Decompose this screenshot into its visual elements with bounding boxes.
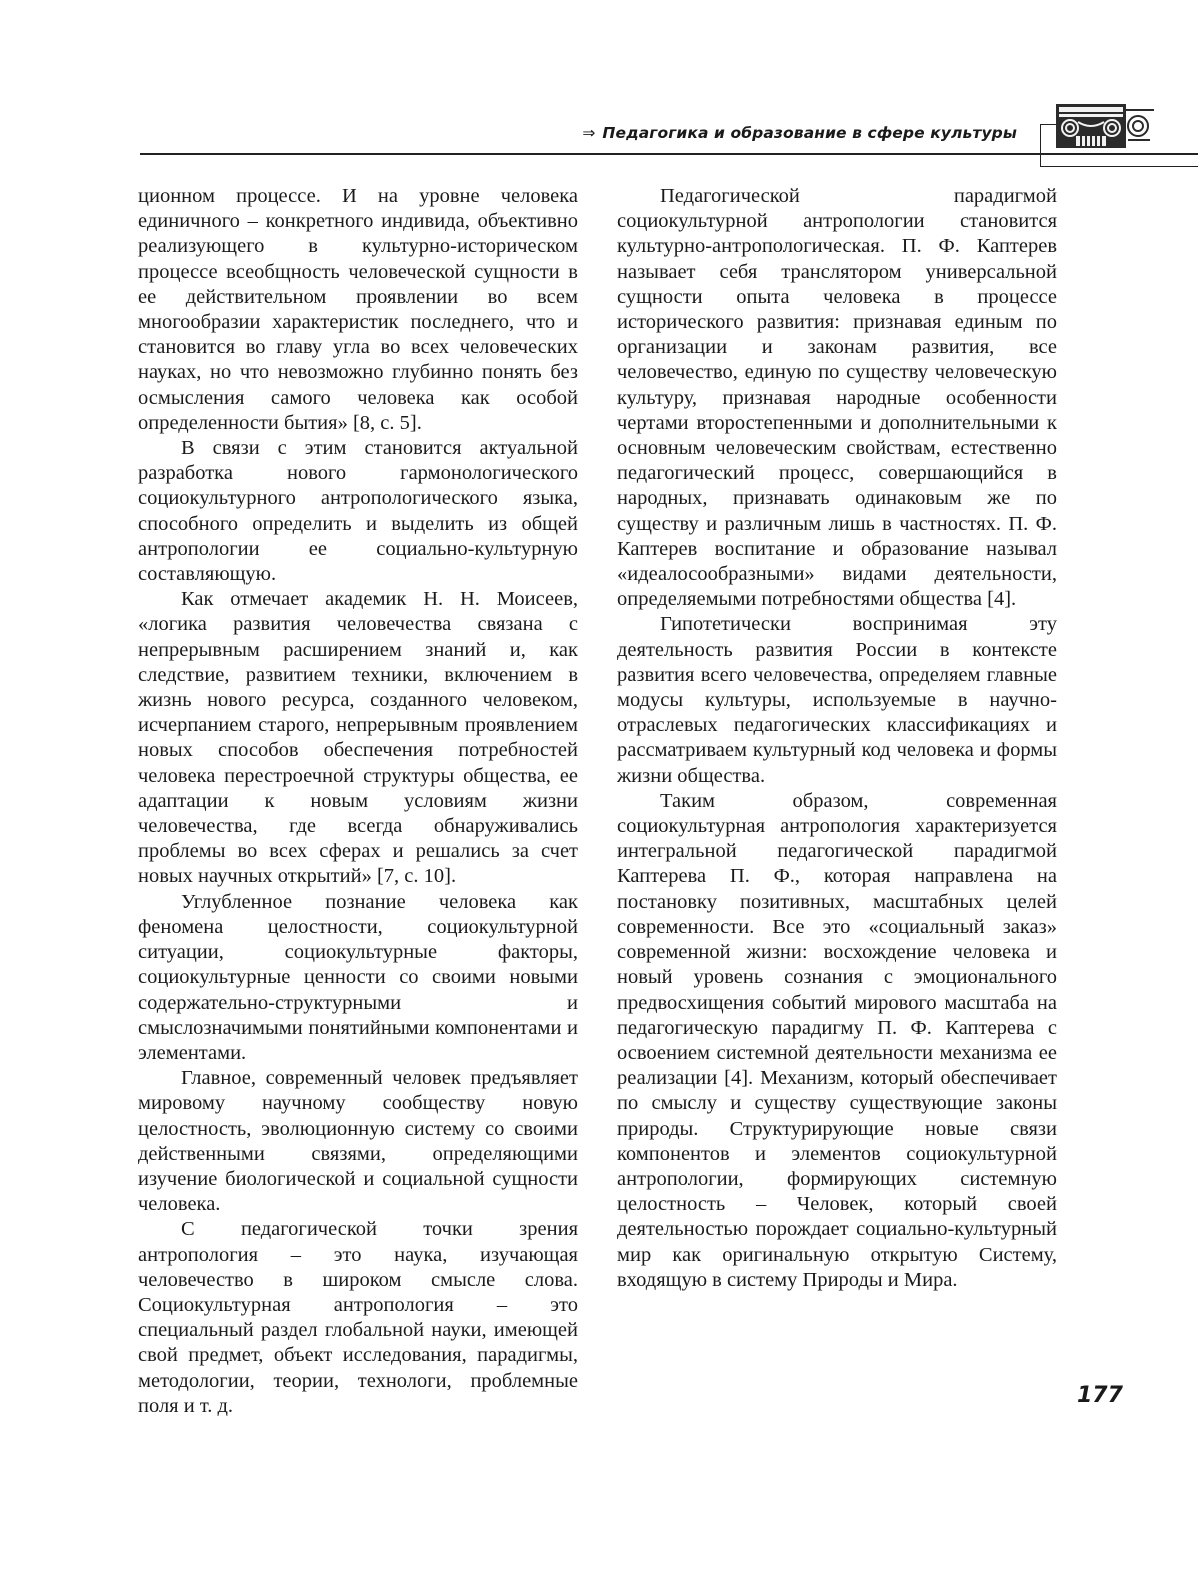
paragraph: Углубленное познание человека как феномена целостности, социокультурной ситуации, социокультурные факторы, социокультурные ценности со своими новыми содержательно-структурными и смыслозначимыми понятийными компонентами и элементами. (138, 890, 578, 1064)
paragraph: Главное, современный человек предъявляет мировому научному сообществу новую целостность, эволюционную систему со своими действенными связями, определяющими изучение биологической и социальной сущности человека. (138, 1067, 578, 1216)
paragraph: Как отмечает академик Н. Н. Моисеев, «логика развития человечества связана с непрерывным расширением знаний и, как следствие, развитием техники, включением в жизнь нового ресурса, созданного человеком, исчерпанием старого, непрерывным проявлением новых способов обеспечения потребностей человека перестроечной структуры общества, ее адаптации к новым условиям жизни человечества, где всегда обнаруживались проблемы во всех сферах и решались за счет новых научных открытий» [7, с. 10]. (138, 588, 578, 888)
arrow-icon: ⇒ (582, 124, 596, 142)
ionic-capital-icon (1056, 104, 1126, 148)
running-head (582, 124, 1017, 142)
left-column (138, 184, 578, 1419)
paragraph: Таким образом, современная социокультурная антропология характеризуется интегральной педагогической парадигмой Каптерева П. Ф., которая направлена на постановку позитивных, масштабных целей современности. Все это «социальный заказ» современной жизни: восхождение человека и новый уровень сознания с эмоционального предвосхищения событий мирового масштаба на педагогическую парадигму П. Ф. Каптерева с освоением системной деятельности механизма ее реализации [4]. Механизм, который обеспечивает по смыслу и существу существующие законы природы. Структурирующие новые связи компонентов и элементов социокультурной антропологии, формирующих системную целостность – Человек, который своей деятельностью порождает социально-культурный мир как оригинальную открытую Систему, входящую в систему Природы и Мира. (617, 789, 1057, 1291)
right-column (617, 184, 1057, 1293)
running-title: Педагогика и образование в сфере культуры (602, 124, 1017, 142)
paragraph: С педагогической точки зрения антропология – это наука, изучающая человечество в широком смысле слова. Социокультурная антропология – это специальный раздел глобальной науки, имеющей свой предмет, объект исследования, парадигмы, методологии, теории, технологи, проблемные поля и т. д. (138, 1218, 578, 1417)
paragraph: Педагогической парадигмой социокультурной антропологии становится культурно-антропологическая. П. Ф. Каптерев называет себя транслятором универсальной сущности опыта человека в процессе исторического развития: признавая единым по организации и законам развития, все человечество, единую по существу человеческую культуру, признавая народные особенности чертами второстепенными и дополнительными к основным человеческим свойствам, естественно педагогический процесс, совершающийся в народных, признавать одинаковым же по существу и различным лишь в частностях. П. Ф. Каптерев воспитание и образование называл «идеалосообразными» видами деятельности, определяемыми потребностями общества [4]. (617, 185, 1057, 611)
paragraph: В связи с этим становится актуальной разработка нового гармонологического социокультурного антропологического языка, способного определить и выделить из общей антропологии ее социально-культурную составляющую. (138, 437, 578, 586)
paragraph: Гипотетически воспринимая эту деятельность развития России в контексте развития всего человечества, определяем главные модусы культуры, используемые в научно-отраслевых педагогических классификациях и рассматриваем культурный код человека и формы жизни общества. (617, 613, 1057, 787)
paragraph: ционном процессе. И на уровне человека единичного – конкретного индивида, объективно реализующего в культурно-историческом процессе всеобщность человеческой сущности в ее действительном проявлении во всем многообразии характеристик последнего, что и становится во главу угла во всех человеческих науках, но что невозможно глубинно понять без осмысления самого человека как особой определенности бытия» [8, с. 5]. (138, 185, 578, 434)
page-number: 177 (1077, 1383, 1123, 1408)
ionic-volute-icon (1124, 104, 1158, 148)
